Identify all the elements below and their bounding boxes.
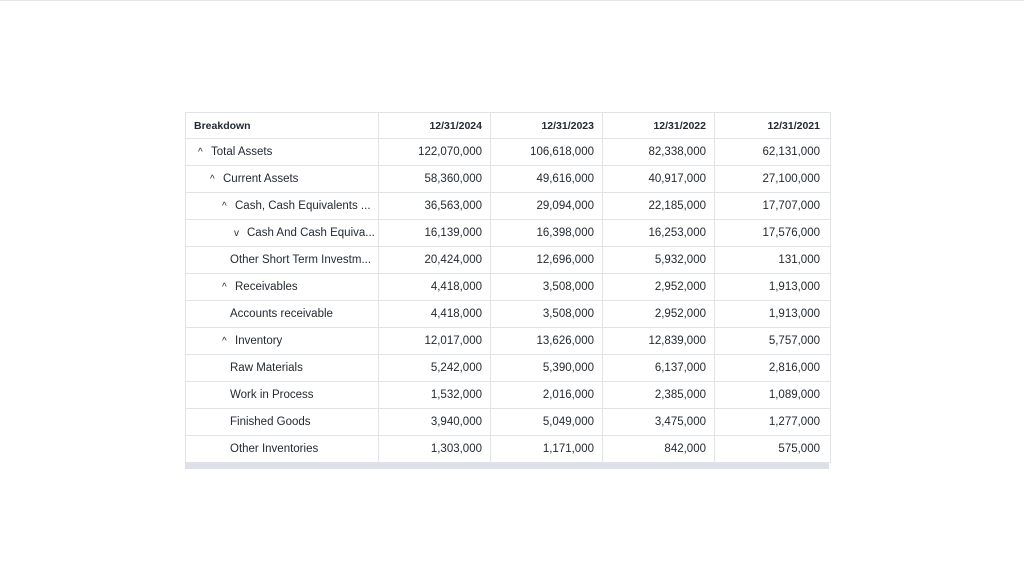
table-row-inventory[interactable] (186, 328, 830, 355)
table-row-receivables[interactable] (186, 274, 830, 301)
row-label-cell (186, 247, 379, 273)
table-row-other-short-term-investments (186, 247, 830, 274)
value-cell: 12,017,000 (379, 328, 491, 354)
value-cell: 2,952,000 (603, 274, 715, 300)
value-cell: 29,094,000 (491, 193, 603, 219)
value-cell: 106,618,000 (491, 139, 603, 165)
value-cell: 3,508,000 (491, 274, 603, 300)
value-cell: 5,049,000 (491, 409, 603, 435)
row-label: Cash And Cash Equiva... (247, 227, 375, 239)
table-row-current-assets[interactable] (186, 166, 830, 193)
value-cell: 2,816,000 (768, 362, 820, 374)
row-label-cell (186, 139, 379, 165)
value-cell: 842,000 (603, 436, 715, 462)
value-cell: 131,000 (778, 254, 820, 266)
header-col-2023: 12/31/2023 (491, 113, 603, 138)
table-row-cash-and-cash-equivalents[interactable] (186, 220, 830, 247)
table-header-row (186, 113, 830, 139)
table-row-total-assets[interactable] (186, 139, 830, 166)
value-cell: 62,131,000 (762, 146, 820, 158)
row-label: Receivables (235, 281, 298, 293)
row-label-cell (186, 274, 379, 300)
row-label: Raw Materials (230, 362, 303, 374)
row-label: Total Assets (211, 146, 273, 158)
value-cell: 575,000 (778, 443, 820, 455)
value-cell: 16,139,000 (379, 220, 491, 246)
row-label-cell (186, 301, 379, 327)
table-row-work-in-process (186, 382, 830, 409)
value-cell: 40,917,000 (603, 166, 715, 192)
value-cell: 13,626,000 (491, 328, 603, 354)
table-row-cash-equivalents[interactable] (186, 193, 830, 220)
row-label: Work in Process (230, 389, 314, 401)
value-cell: 1,303,000 (379, 436, 491, 462)
value-cell: 20,424,000 (379, 247, 491, 273)
table-row-finished-goods (186, 409, 830, 436)
value-cell: 58,360,000 (379, 166, 491, 192)
value-cell: 122,070,000 (379, 139, 491, 165)
value-cell: 5,757,000 (768, 335, 820, 347)
table-row-accounts-receivable (186, 301, 830, 328)
value-cell: 4,418,000 (379, 301, 491, 327)
value-cell: 36,563,000 (379, 193, 491, 219)
value-cell: 2,952,000 (603, 301, 715, 327)
header-col-2022: 12/31/2022 (603, 113, 715, 138)
value-cell: 2,016,000 (491, 382, 603, 408)
value-cell: 22,185,000 (603, 193, 715, 219)
header-breakdown: Breakdown (186, 113, 379, 138)
row-label-cell (186, 355, 379, 381)
collapse-chevron-icon[interactable]: ^ (222, 200, 227, 212)
row-label: Current Assets (223, 173, 299, 185)
value-cell: 4,418,000 (379, 274, 491, 300)
row-label: Inventory (235, 335, 283, 347)
value-cell: 12,839,000 (603, 328, 715, 354)
value-cell: 16,398,000 (491, 220, 603, 246)
row-label: Finished Goods (230, 416, 311, 428)
row-label-cell (186, 166, 379, 192)
horizontal-scrollbar[interactable] (185, 463, 829, 469)
row-label: Cash, Cash Equivalents ... (235, 200, 371, 212)
table-row-raw-materials (186, 355, 830, 382)
value-cell: 1,913,000 (768, 308, 820, 320)
row-label-cell (186, 436, 379, 462)
value-cell: 3,940,000 (379, 409, 491, 435)
value-cell: 2,385,000 (603, 382, 715, 408)
collapse-chevron-icon[interactable]: ^ (198, 146, 203, 158)
value-cell: 5,932,000 (603, 247, 715, 273)
value-cell: 82,338,000 (603, 139, 715, 165)
value-cell: 49,616,000 (491, 166, 603, 192)
header-col-2021: 12/31/2021 (767, 119, 820, 132)
row-label: Other Short Term Investm... (230, 254, 372, 266)
row-label-cell (186, 382, 379, 408)
collapse-chevron-icon[interactable]: ^ (210, 173, 215, 185)
value-cell: 1,532,000 (379, 382, 491, 408)
row-label: Accounts receivable (230, 308, 333, 320)
value-cell: 12,696,000 (491, 247, 603, 273)
balance-sheet-table (185, 112, 841, 469)
value-cell: 3,475,000 (603, 409, 715, 435)
collapse-chevron-icon[interactable]: ^ (222, 281, 227, 293)
row-label-cell (186, 409, 379, 435)
value-cell: 5,242,000 (379, 355, 491, 381)
value-cell: 1,913,000 (768, 281, 820, 293)
value-cell: 6,137,000 (603, 355, 715, 381)
value-cell: 16,253,000 (603, 220, 715, 246)
value-cell: 1,171,000 (491, 436, 603, 462)
row-label-cell (186, 328, 379, 354)
table-row-other-inventories (186, 436, 830, 463)
value-cell: 1,089,000 (768, 389, 820, 401)
value-cell: 5,390,000 (491, 355, 603, 381)
value-cell: 3,508,000 (491, 301, 603, 327)
value-cell: 1,277,000 (768, 416, 820, 428)
value-cell: 27,100,000 (762, 173, 820, 185)
value-cell: 17,707,000 (762, 200, 820, 212)
header-col-2024: 12/31/2024 (379, 113, 491, 138)
top-divider (0, 0, 1024, 1)
row-label-cell (186, 220, 379, 246)
collapse-chevron-icon[interactable]: ^ (222, 335, 227, 347)
expand-chevron-icon[interactable]: v (234, 227, 239, 239)
value-cell: 17,576,000 (762, 227, 820, 239)
row-label: Other Inventories (230, 443, 319, 455)
row-label-cell (186, 193, 379, 219)
